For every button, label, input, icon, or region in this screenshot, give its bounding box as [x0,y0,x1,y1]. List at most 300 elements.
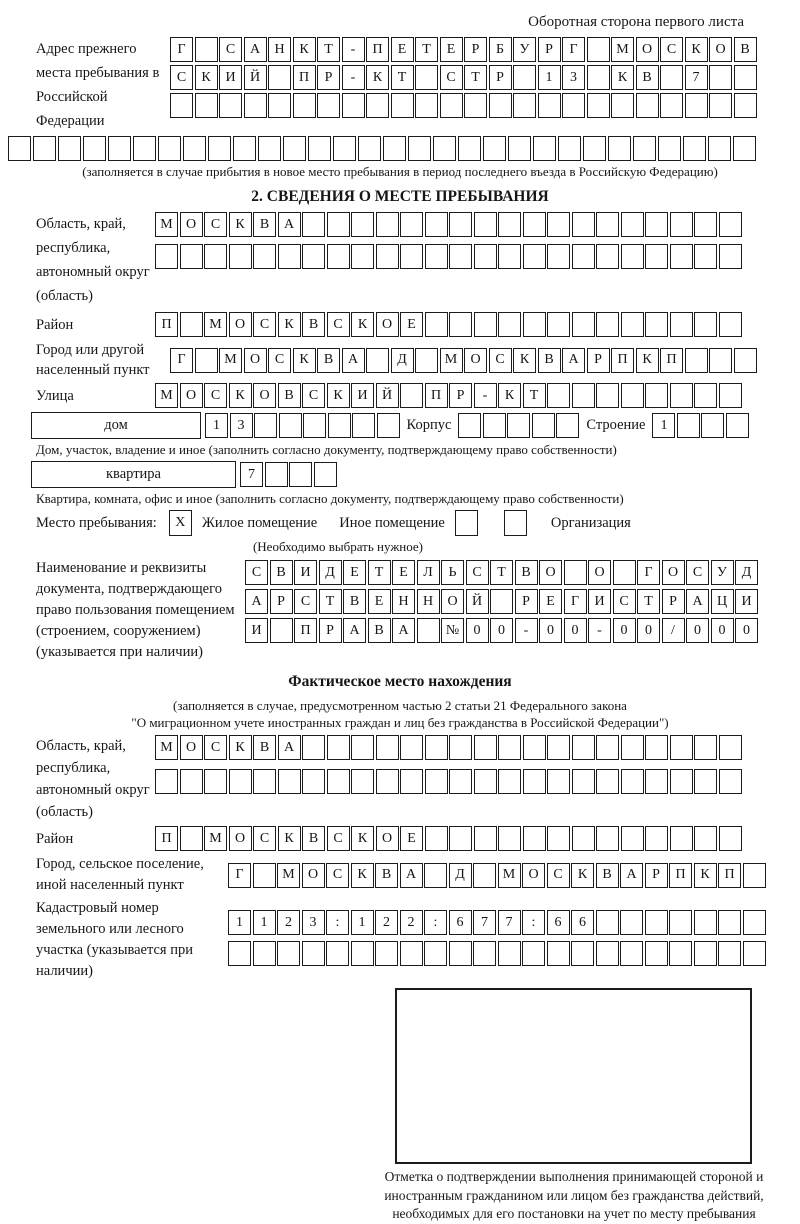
char-cell [244,93,267,118]
actual-location-title: Фактическое место нахождения [288,673,512,690]
char-cell [498,244,521,269]
char-cell: 0 [637,618,660,643]
char-cell: П [425,383,448,408]
char-cell [474,244,497,269]
char-cell: К [636,348,659,373]
char-cell [219,93,242,118]
char-cell [254,413,277,438]
char-cell [645,910,668,935]
char-cell [658,136,681,161]
char-cell: С [204,383,227,408]
char-cell [352,413,375,438]
char-cell [523,826,546,851]
char-cell: - [474,383,497,408]
char-cell [498,735,521,760]
char-cell: С [326,863,349,888]
char-cell [314,462,337,487]
korpus-label: Корпус [406,417,452,433]
char-cell: Р [464,37,487,62]
char-cell [709,93,732,118]
char-cell: О [244,348,267,373]
stay-type-checkbox-residential: X [169,510,192,536]
char-cell [708,136,731,161]
char-cell [333,136,356,161]
char-cell [709,348,732,373]
char-cell [558,136,581,161]
char-cell [425,769,448,794]
char-cell [425,244,448,269]
char-cell: Г [170,348,193,373]
char-cell [8,136,31,161]
char-cell: А [278,735,301,760]
char-cell: В [253,735,276,760]
stroenie-cells [652,413,749,438]
char-cell [547,735,570,760]
char-cell [474,826,497,851]
char-cell [498,312,521,337]
char-cell [523,244,546,269]
char-cell [327,735,350,760]
stay-type-checkbox-organization [504,510,527,536]
char-cell: П [155,312,178,337]
document-row-3 [245,618,758,643]
char-cell [620,910,643,935]
prev-address-row-3 [170,93,757,118]
char-cell: А [400,863,423,888]
char-cell [719,312,742,337]
char-cell [327,244,350,269]
char-cell: К [498,383,521,408]
char-cell [366,93,389,118]
char-cell [670,826,693,851]
char-cell: Н [392,589,415,614]
apartment-note: Квартира, комната, офис и иное (заполнить согласно документу, подтверждающему право собственности) [36,491,624,506]
char-cell: Е [392,560,415,585]
char-cell: : [326,910,349,935]
char-cell: В [375,863,398,888]
char-cell [596,244,619,269]
char-cell [489,93,512,118]
char-cell [351,735,374,760]
char-cell [351,769,374,794]
char-cell [268,93,291,118]
char-cell: Т [368,560,391,585]
char-cell: № [441,618,464,643]
actual-city-row [228,863,766,888]
char-cell: 2 [400,910,423,935]
char-cell [621,826,644,851]
char-cell: С [170,65,193,90]
char-cell [498,826,521,851]
char-cell: 0 [686,618,709,643]
char-cell: / [662,618,685,643]
char-cell: Т [490,560,513,585]
char-cell [358,136,381,161]
region-label: Область, край, республика, автономный округ (область) [36,216,150,304]
char-cell [342,93,365,118]
char-cell [328,413,351,438]
char-cell [596,212,619,237]
char-cell [547,826,570,851]
char-cell [596,910,619,935]
char-cell: В [515,560,538,585]
document-row-2 [245,589,758,614]
street-block [8,383,792,408]
char-cell [449,941,472,966]
char-cell [400,383,423,408]
char-cell [376,212,399,237]
char-cell [571,941,594,966]
char-cell: О [636,37,659,62]
actual-district-label: Район [36,830,74,847]
street-label: Улица [36,387,74,404]
char-cell: Л [417,560,440,585]
char-cell [694,826,717,851]
char-cell: Е [368,589,391,614]
char-cell [473,863,496,888]
char-cell [425,735,448,760]
char-cell: Г [228,863,251,888]
apartment-line [8,461,792,488]
char-cell: П [718,863,741,888]
char-cell: М [498,863,521,888]
char-cell: К [195,65,218,90]
char-cell: Г [562,37,585,62]
char-cell: С [204,212,227,237]
char-cell: Р [317,65,340,90]
char-cell [669,941,692,966]
char-cell [351,941,374,966]
char-cell: А [245,589,268,614]
char-cell: П [293,65,316,90]
char-cell: В [270,560,293,585]
char-cell: В [253,212,276,237]
char-cell [327,769,350,794]
char-cell [498,212,521,237]
char-cell: П [611,348,634,373]
char-cell [208,136,231,161]
char-cell [233,136,256,161]
char-cell [425,826,448,851]
char-cell: К [293,348,316,373]
char-cell: А [392,618,415,643]
actual-city-label: Город, сельское поселение, иной населенный пункт [36,856,204,893]
document-block [8,558,792,663]
char-cell: М [277,863,300,888]
char-cell: К [229,383,252,408]
char-cell: О [464,348,487,373]
char-cell: 3 [562,65,585,90]
char-cell: К [351,312,374,337]
document-row-1 [245,560,758,585]
char-cell [408,136,431,161]
actual-location-note-1: (заполняется в случае, предусмотренном частью 2 статьи 21 Федерального закона [173,698,627,713]
char-cell [302,735,325,760]
char-cell [302,244,325,269]
char-cell [645,244,668,269]
char-cell [265,462,288,487]
char-cell: Г [170,37,193,62]
char-cell [108,136,131,161]
char-cell: И [245,618,268,643]
char-cell [523,769,546,794]
char-cell [694,312,717,337]
actual-region-row-1 [155,735,742,760]
char-cell [621,769,644,794]
char-cell [253,863,276,888]
char-cell: В [278,383,301,408]
char-cell [719,735,742,760]
char-cell: П [669,863,692,888]
char-cell [158,136,181,161]
char-cell [587,37,610,62]
char-cell [694,212,717,237]
char-cell [743,941,766,966]
char-cell: К [694,863,717,888]
char-cell [270,618,293,643]
char-cell [572,735,595,760]
char-cell [587,93,610,118]
char-cell [383,136,406,161]
char-cell: 1 [538,65,561,90]
char-cell: 7 [685,65,708,90]
char-cell [583,136,606,161]
stay-type-label: Место пребывания: [36,515,157,531]
char-cell: 0 [490,618,513,643]
actual-region-label: Область, край, республика, автономный округ (область) [36,738,150,820]
char-cell: - [515,618,538,643]
char-cell [204,769,227,794]
char-cell [351,244,374,269]
char-cell [474,212,497,237]
char-cell: О [522,863,545,888]
char-cell [596,826,619,851]
char-cell: Р [538,37,561,62]
char-cell [572,826,595,851]
char-cell: В [302,312,325,337]
stay-type-line [8,510,792,536]
cadastral-block [8,898,792,982]
actual-city-block [8,854,792,896]
char-cell [440,93,463,118]
char-cell [621,312,644,337]
char-cell: Ь [441,560,464,585]
char-cell: 3 [302,910,325,935]
city-label: Город или другой населенный пункт [36,342,150,378]
char-cell [611,93,634,118]
stay-type-checkbox-other [455,510,478,536]
char-cell: К [351,826,374,851]
char-cell [155,769,178,794]
char-cell [670,312,693,337]
char-cell: М [155,735,178,760]
char-cell [425,312,448,337]
char-cell: Р [515,589,538,614]
char-cell [645,383,668,408]
cadastral-row-2 [228,941,766,966]
char-cell: - [588,618,611,643]
char-cell: Й [466,589,489,614]
char-cell [302,769,325,794]
char-cell [608,136,631,161]
char-cell [547,212,570,237]
char-cell [253,244,276,269]
char-cell: О [180,735,203,760]
char-cell: С [440,65,463,90]
char-cell [417,618,440,643]
char-cell [474,735,497,760]
char-cell [180,244,203,269]
char-cell [303,413,326,438]
house-cells [205,413,400,438]
char-cell [58,136,81,161]
char-cell [33,136,56,161]
char-cell [621,212,644,237]
char-cell: Е [400,312,423,337]
region-block [8,212,792,308]
char-cell: Д [735,560,758,585]
char-cell [685,348,708,373]
char-cell [733,136,756,161]
char-cell [726,413,749,438]
char-cell: К [229,212,252,237]
char-cell: К [513,348,536,373]
char-cell [694,910,717,935]
char-cell: С [489,348,512,373]
char-cell: С [219,37,242,62]
char-cell [376,735,399,760]
char-cell [400,941,423,966]
char-cell [709,65,732,90]
char-cell: 6 [449,910,472,935]
char-cell: М [611,37,634,62]
char-cell: - [342,65,365,90]
char-cell: О [253,383,276,408]
char-cell [327,212,350,237]
char-cell [326,941,349,966]
char-cell: Р [645,863,668,888]
char-cell: 0 [466,618,489,643]
char-cell: Т [415,37,438,62]
char-cell: Й [244,65,267,90]
char-cell: К [278,312,301,337]
char-cell [133,136,156,161]
char-cell [377,413,400,438]
stay-type-option-other: Иное помещение [339,514,445,531]
char-cell: 1 [351,910,374,935]
char-cell [180,312,203,337]
char-cell [449,769,472,794]
char-cell [670,383,693,408]
char-cell: В [302,826,325,851]
char-cell [587,65,610,90]
char-cell [547,941,570,966]
char-cell: Т [523,383,546,408]
char-cell [683,136,706,161]
char-cell [279,413,302,438]
char-cell [449,212,472,237]
char-cell [636,93,659,118]
char-cell [533,136,556,161]
char-cell: Д [391,348,414,373]
char-cell [562,93,585,118]
char-cell [449,312,472,337]
char-cell: Т [637,589,660,614]
city-row [170,348,757,373]
char-cell: 0 [613,618,636,643]
char-cell: Д [319,560,342,585]
char-cell [677,413,700,438]
char-cell: Е [539,589,562,614]
char-cell [633,136,656,161]
char-cell: 0 [735,618,758,643]
char-cell: С [253,826,276,851]
char-cell: М [219,348,242,373]
char-cell [596,941,619,966]
char-cell [474,312,497,337]
char-cell: О [229,312,252,337]
char-cell [547,769,570,794]
char-cell: К [611,65,634,90]
char-cell: А [343,618,366,643]
char-cell: Т [317,37,340,62]
char-cell: О [662,560,685,585]
char-cell [229,244,252,269]
korpus-cells [458,413,579,438]
char-cell [596,383,619,408]
char-cell [670,212,693,237]
char-cell: 1 [228,910,251,935]
char-cell: К [351,863,374,888]
char-cell: В [636,65,659,90]
char-cell: Р [587,348,610,373]
char-cell: С [302,383,325,408]
char-cell [376,244,399,269]
char-cell [508,136,531,161]
street-row [155,383,742,408]
char-cell [490,589,513,614]
char-cell: О [180,383,203,408]
char-cell: О [229,826,252,851]
char-cell [277,941,300,966]
char-cell: С [547,863,570,888]
char-cell [424,863,447,888]
char-cell: И [588,589,611,614]
char-cell: Ц [711,589,734,614]
char-cell [449,735,472,760]
char-cell: А [244,37,267,62]
char-cell [464,93,487,118]
char-cell [719,383,742,408]
char-cell [498,941,521,966]
char-cell: Р [662,589,685,614]
char-cell [180,826,203,851]
char-cell [507,413,530,438]
char-cell: В [368,618,391,643]
char-cell [596,769,619,794]
prev-address-row-1 [170,37,757,62]
char-cell [734,348,757,373]
char-cell [685,93,708,118]
char-cell: С [466,560,489,585]
char-cell [743,910,766,935]
char-cell [719,244,742,269]
char-cell [701,413,724,438]
char-cell [458,136,481,161]
char-cell: С [253,312,276,337]
region-row-1 [155,212,742,237]
char-cell [670,769,693,794]
